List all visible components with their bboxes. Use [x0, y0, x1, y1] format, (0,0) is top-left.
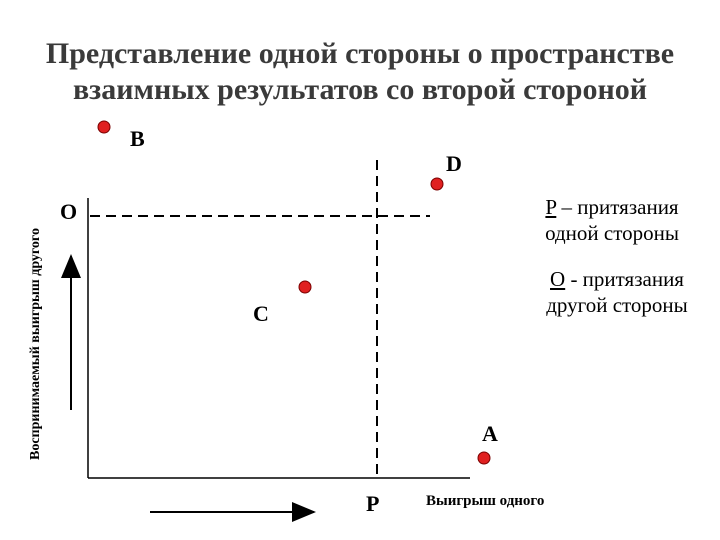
- x-axis-label: Выигрыш одного: [426, 493, 545, 509]
- title-line-2: взаимных результатов со второй стороной: [72, 73, 648, 106]
- o-note-letter: O: [550, 267, 566, 291]
- p-note-letter: P: [545, 195, 557, 219]
- p-claim-note: [522, 194, 702, 246]
- point-a-label: A: [482, 421, 498, 446]
- point-a-marker: [478, 452, 490, 464]
- o-claim-note: [527, 266, 707, 318]
- o-note-text-2: другой стороны: [546, 293, 688, 317]
- point-b-label: B: [130, 126, 145, 151]
- point-d-marker: [431, 178, 443, 190]
- title-line-1: Представление одной стороны о пространстве: [45, 37, 675, 70]
- point-c-marker: [299, 281, 311, 293]
- point-d-label: D: [446, 151, 462, 176]
- p-note-text-2: одной стороны: [545, 221, 679, 245]
- o-note-text-1: - притязания: [565, 267, 684, 291]
- point-b-marker: [98, 121, 110, 133]
- point-c-label: C: [253, 301, 269, 326]
- p-claim-label: P: [366, 491, 380, 516]
- o-claim-label: O: [60, 199, 78, 224]
- y-axis-label: Воспринимаемый выигрыш другого: [28, 228, 43, 460]
- p-note-text-1: – притязания: [556, 195, 679, 219]
